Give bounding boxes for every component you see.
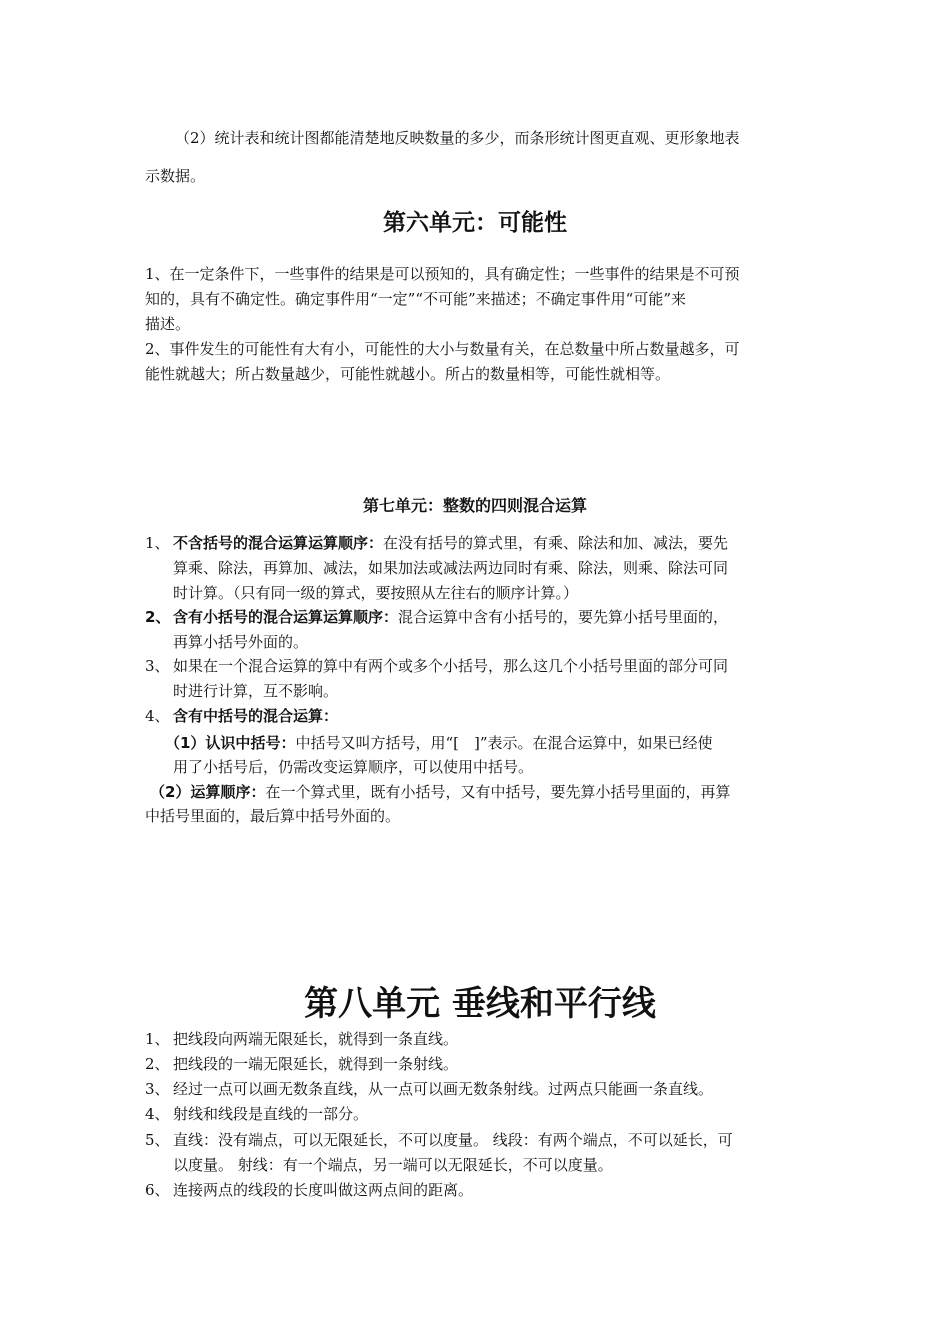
unit7-sub-1-line-2: 用了小括号后，仍需改变运算顺序，可以使用中括号。 [173,758,534,776]
item-number: 4、 [145,1105,170,1123]
item-number: 1、 [145,1030,170,1048]
unit7-item-1-line-2: 算乘、除法，再算加、减法，如果加法或减法两边同时有乘、除法，则乘、除法可同 [173,559,729,577]
item-text: 射线和线段是直线的一部分。 [173,1105,369,1123]
unit8-item-6 [145,1178,810,1203]
unit8-item-5-line-2: 以度量。 射线：有一个端点，另一端可以无限延长，不可以度量。 [173,1156,613,1174]
item-text: 把线段向两端无限延长，就得到一条直线。 [173,1030,459,1048]
unit7-item-1-line-1 [145,531,810,556]
sub-text: 在一个算式里，既有小括号，又有中括号，要先算小括号里面的，再算 [265,783,731,801]
item-heading: 含有小括号的混合运算运算顺序： [173,608,399,626]
item-text: 如果在一个混合运算的算中有两个或多个小括号，那么这几个小括号里面的部分可同 [173,657,729,675]
item-text: 在没有括号的算式里，有乘、除法和加、减法，要先 [383,534,729,552]
sub-heading: （2）运算顺序： [150,783,266,801]
sub-text: 中括号又叫方括号，用“[ ]”表示。在混合运算中，如果已经使 [295,734,713,752]
item-number: 5、 [145,1131,170,1149]
unit8-title: 第八单元 垂线和平行线 [304,984,656,1024]
intro-line-1: （2）统计表和统计图都能清楚地反映数量的多少，而条形统计图更直观、更形象地表 [175,129,740,147]
unit8-item-5-line-1 [145,1128,810,1153]
unit7-title: 第七单元：整数的四则混合运算 [362,496,587,515]
intro-line-2: 示数据。 [145,167,206,185]
item-text: 连接两点的线段的长度叫做这两点间的距离。 [173,1181,474,1199]
item-number: 3、 [145,657,170,675]
unit6-p2-line-1: 2、事件发生的可能性有大有小，可能性的大小与数量有关，在总数量中所占数量越多，可 [145,340,740,358]
unit8-item-2 [145,1052,810,1077]
item-text: 直线：没有端点，可以无限延长，不可以度量。 线段：有两个端点，不可以延长，可 [173,1131,733,1149]
unit6-title: 第六单元：可能性 [383,210,567,236]
unit8-item-1 [145,1027,810,1052]
unit7-item-4-line-1 [145,704,810,729]
item-number: 2、 [145,608,171,626]
sub-heading: （1）认识中括号： [165,734,296,752]
unit6-p1-line-3: 描述。 [145,315,191,333]
unit7-item-3-line-1 [145,654,810,679]
unit6-p1-line-2: 知的，具有不确定性。确定事件用“一定”“不可能”来描述；不确定事件用“可能”来 [145,290,687,308]
item-text: 经过一点可以画无数条直线，从一点可以画无数条射线。过两点只能画一条直线。 [173,1080,714,1098]
item-text: 混合运算中含有小括号的，要先算小括号里面的， [398,608,729,626]
unit8-item-3 [145,1077,810,1102]
unit7-sub-2-line-2: 中括号里面的，最后算中括号外面的。 [145,807,401,825]
item-heading: 不含括号的混合运算运算顺序： [173,534,384,552]
unit7-item-2-line-2: 再算小括号外面的。 [173,633,309,651]
unit7-sub-1-line-1 [165,731,830,756]
unit7-sub-2-line-1 [150,780,815,805]
unit7-item-3-line-2: 时进行计算，互不影响。 [173,682,339,700]
item-heading: 含有中括号的混合运算： [173,707,339,725]
item-number: 3、 [145,1080,170,1098]
item-text: 把线段的一端无限延长，就得到一条射线。 [173,1055,459,1073]
item-number: 6、 [145,1181,170,1199]
unit7-item-1-line-3: 时计算。（只有同一级的算式，要按照从左往右的顺序计算。） [173,584,579,602]
unit6-p1-line-1: 1、在一定条件下，一些事件的结果是可以预知的，具有确定性；一些事件的结果是不可预 [145,265,740,283]
unit8-item-4 [145,1102,810,1127]
item-number: 1、 [145,534,170,552]
unit7-item-2-line-1 [145,605,810,630]
unit6-p2-line-2: 能性就越大；所占数量越少，可能性就越小。所占的数量相等，可能性就相等。 [145,365,671,383]
item-number: 2、 [145,1055,170,1073]
item-number: 4、 [145,707,170,725]
